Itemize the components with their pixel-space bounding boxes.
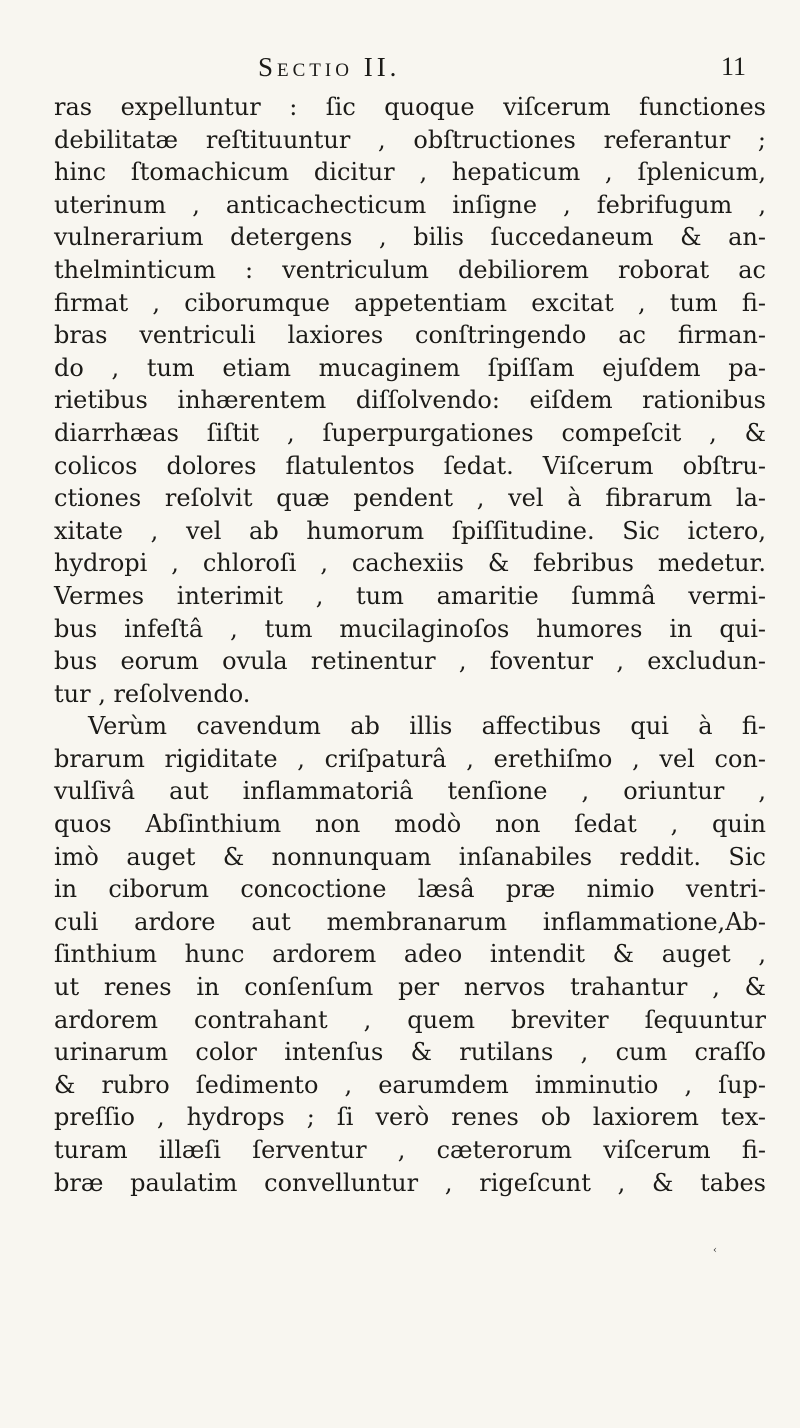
body-text [54, 91, 766, 1199]
text-line: vulſivâ aut inflammatoriâ tenſione , oriuntur , [54, 777, 766, 806]
text-line: uterinum , anticachecticum inſigne , febrifugum , [54, 190, 766, 219]
section-title: Sectio II. [258, 52, 401, 82]
text-line: imò auget & nonnunquam inſanabiles reddit. Sic [54, 842, 766, 871]
text-line: colicos dolores flatulentos ſedat. Viſcerum obſtru- [54, 451, 766, 480]
text-line: ctiones reſolvit quæ pendent , vel à fibrarum la- [54, 484, 766, 513]
text-line: & rubro ſedimento , earumdem imminutio , ſup- [54, 1070, 766, 1099]
text-line: brarum rigiditate , criſpaturâ , erethiſmo , vel con- [54, 744, 766, 773]
text-line: rietibus inhærentem diſſolvendo: eiſdem rationibus [54, 386, 766, 415]
text-line: urinarum color intenſus & rutilans , cum craſſo [54, 1038, 766, 1067]
text-line: thelminticum : ventriculum debiliorem roborat ac [54, 255, 766, 284]
text-line: xitate , vel ab humorum ſpiſſitudine. Sic ictero, [54, 516, 766, 545]
text-line: vulnerarium detergens , bilis ſuccedaneum & an- [54, 223, 766, 252]
text-line: ſinthium hunc ardorem adeo intendit & auget , [54, 940, 766, 969]
paragraph-end-line: tur , reſolvendo. [54, 679, 251, 708]
text-line: bras ventriculi laxiores conſtringendo ac firman- [54, 321, 766, 350]
text-line: diarrhæas ſiſtit , ſuperpurgationes compeſcit , & [54, 418, 766, 447]
text-line: hinc ſtomachicum dicitur , hepaticum , ſplenicum, [54, 158, 766, 187]
text-line: quos Abſinthium non modò non ſedat , quin [54, 810, 766, 839]
text-line: bus eorum ovula retinentur , foventur , excludun- [54, 647, 766, 676]
text-line: Vermes interimit , tum amaritie ſummâ vermi- [54, 581, 766, 610]
running-head [0, 52, 800, 92]
text-line: firmat , ciborumque appetentiam excitat , tum fi- [54, 288, 766, 317]
text-line: debilitatæ reſtituuntur , obſtructiones referantur ; [54, 125, 766, 154]
text-line: ras expelluntur : ſic quoque viſcerum functiones [54, 93, 766, 121]
text-line: ardorem contrahant , quem breviter ſequuntur [54, 1005, 766, 1034]
text-line: do , tum etiam mucaginem ſpiſſam ejuſdem pa- [54, 353, 766, 382]
text-line: hydropi , chloroſi , cachexiis & febribus medetur. [54, 549, 766, 578]
paragraph-start-line: Verùm cavendum ab illis affectibus qui à fi- [88, 712, 766, 741]
text-line: preſſio , hydrops ; ſi verò renes ob laxiorem tex- [54, 1103, 766, 1132]
text-line: in ciborum concoctione læsâ præ nimio ventri- [54, 875, 766, 904]
text-line: turam illæſi ſerventur , cæterorum viſcerum fi- [54, 1136, 766, 1164]
text-line: bus infeſtâ , tum mucilaginoſos humores in qui- [54, 614, 766, 643]
text-line: culi ardore aut membranarum inflammatione,Ab- [54, 907, 766, 936]
text-line: ut renes in conſenſum per nervos trahantur , & [54, 973, 766, 1002]
page-number: 11 [721, 52, 747, 81]
printer-mark: ‹ [713, 1245, 717, 1256]
text-line: bræ paulatim convelluntur , rigeſcunt , & tabes [54, 1168, 766, 1197]
